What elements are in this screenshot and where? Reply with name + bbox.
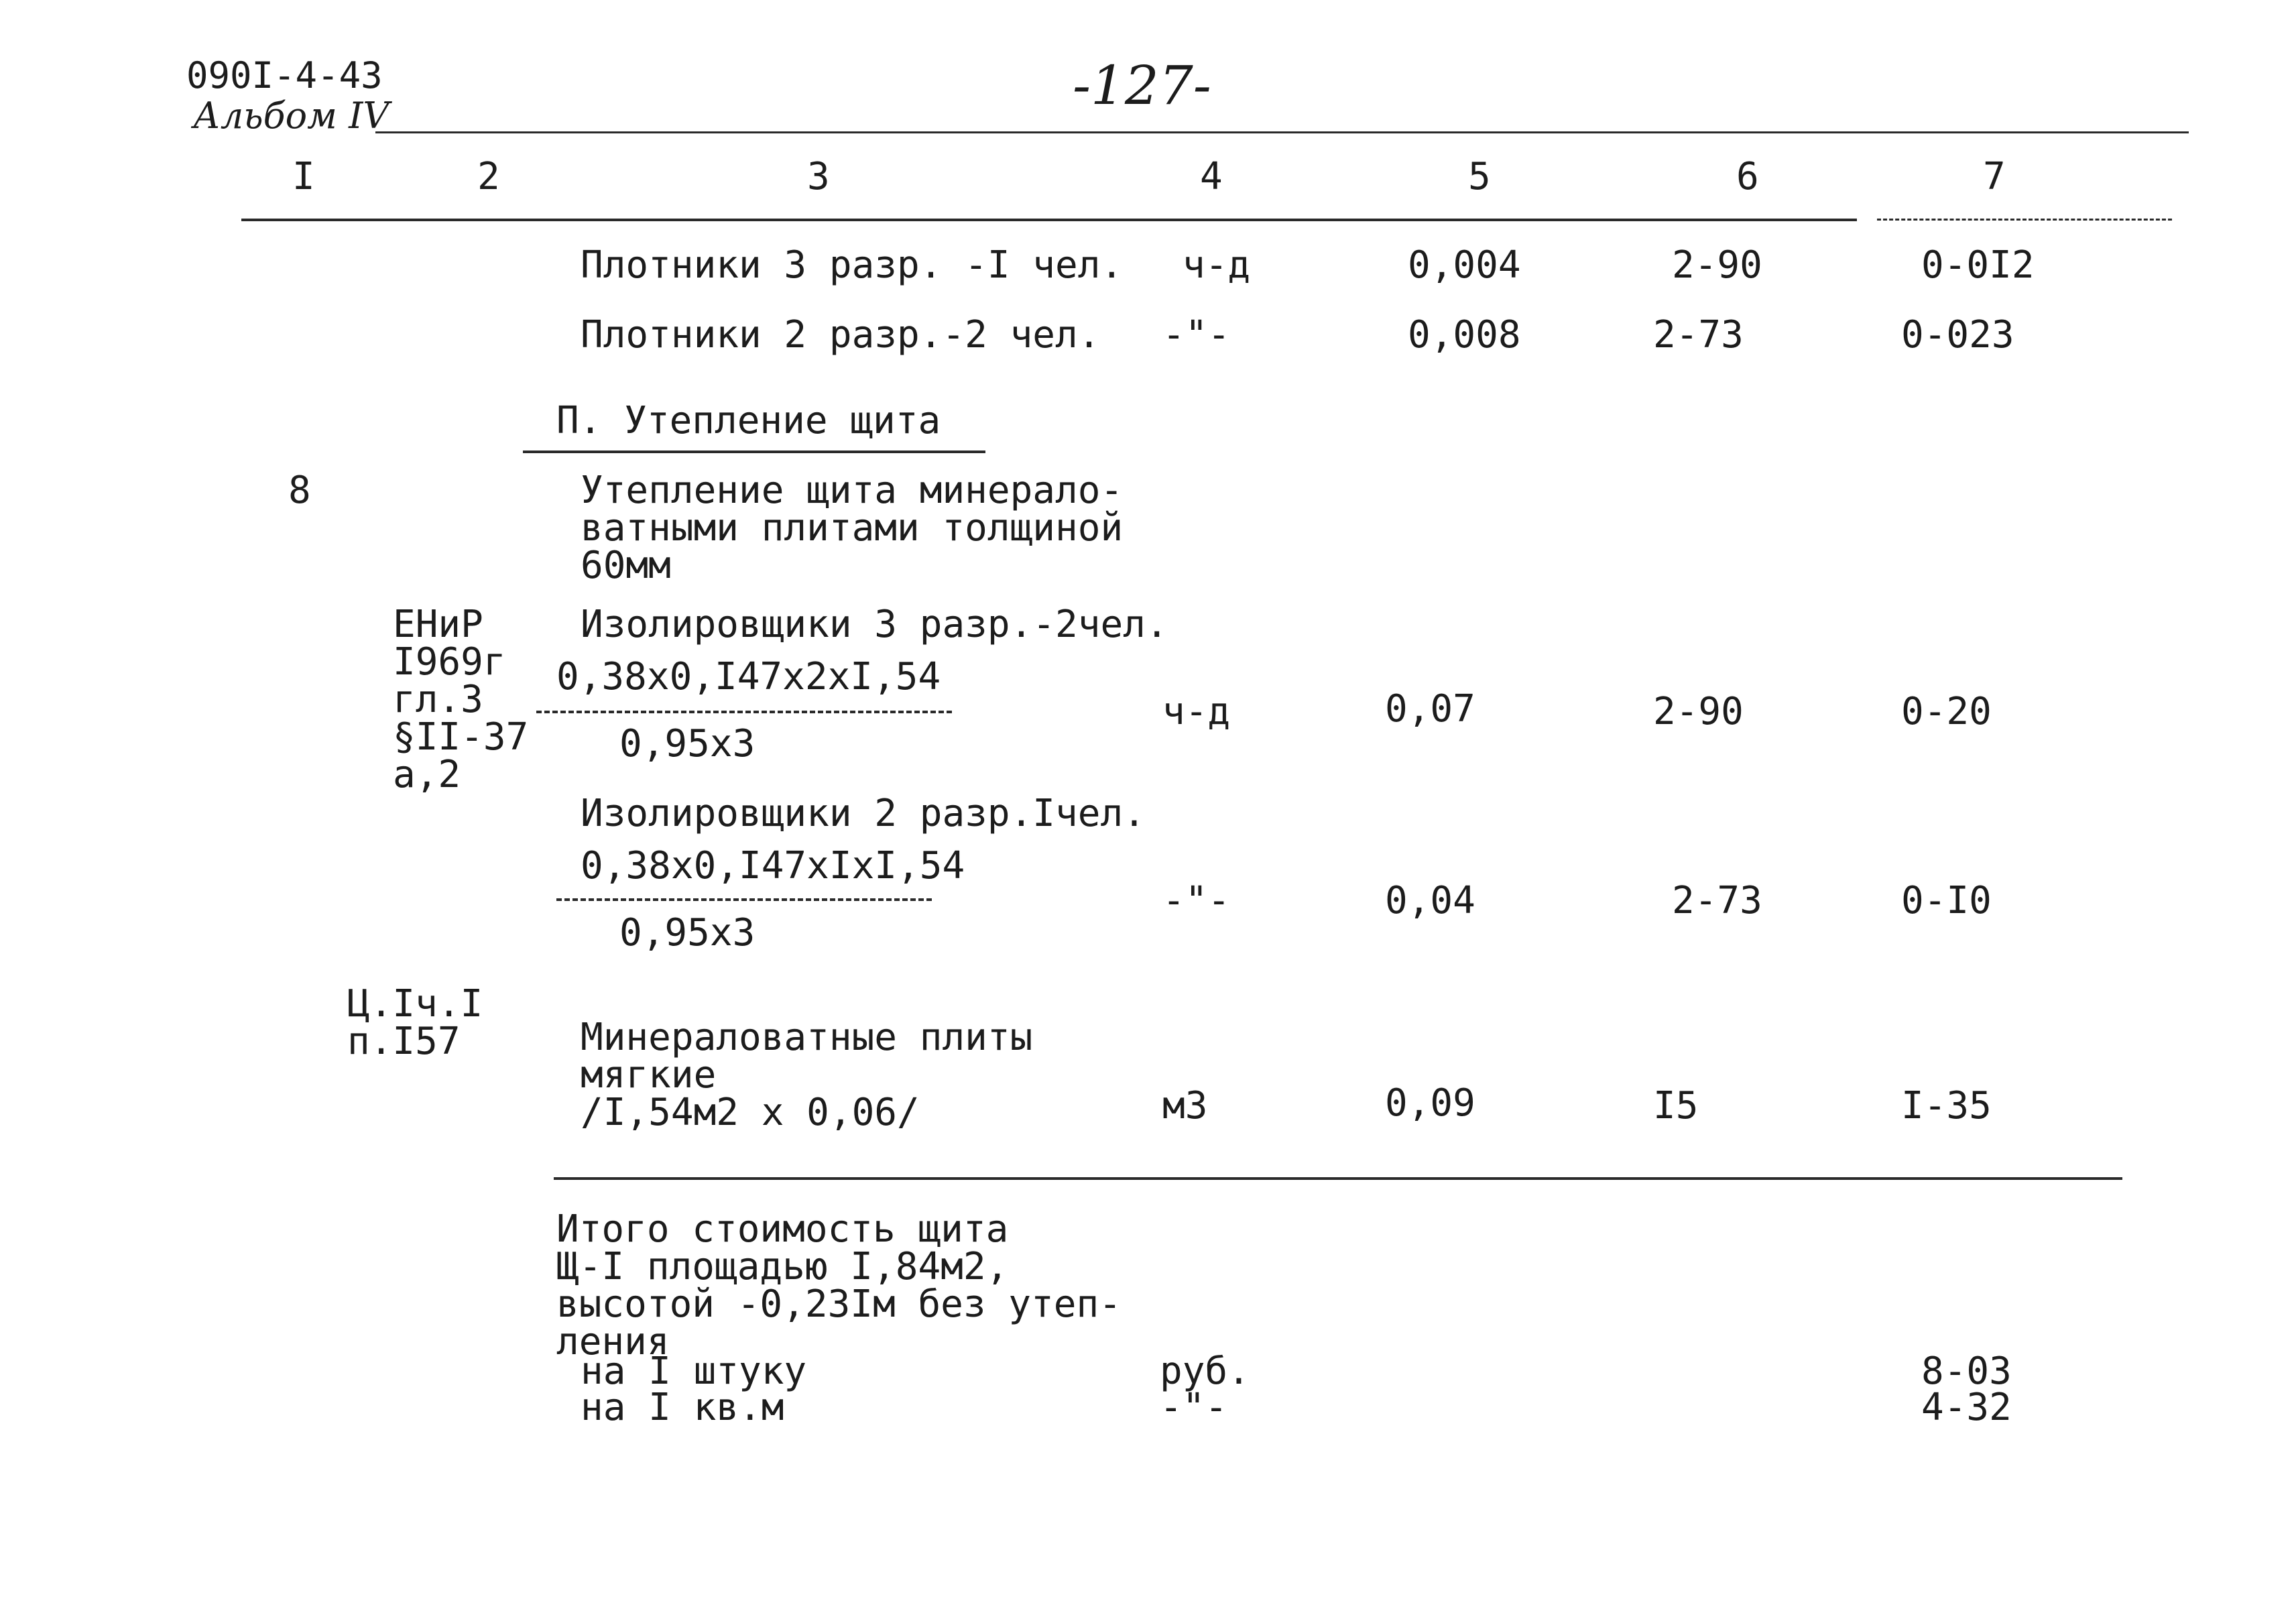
norm-reference-line: Ц.Iч.I <box>347 982 483 1026</box>
norm-reference-line: гл.3 <box>393 678 483 721</box>
row-price: 2-73 <box>1653 313 1744 357</box>
norm-reference-line: I969г <box>393 640 506 684</box>
total-unit: -"- <box>1160 1386 1228 1429</box>
album-label: Альбом IV <box>193 95 389 137</box>
row-quantity: 0,07 <box>1385 687 1475 731</box>
material-description-line: /I,54м2 х 0,06/ <box>581 1091 920 1134</box>
norm-reference-line: п.I57 <box>347 1020 461 1063</box>
row-cost: 0-023 <box>1901 313 2014 357</box>
norm-reference-line: ЕНиР <box>393 603 483 646</box>
total-description-line: Щ-I площадью I,84м2, <box>556 1245 1009 1288</box>
row-price: I5 <box>1653 1084 1699 1128</box>
item-description-line: ватными плитами толщиной <box>581 506 1124 550</box>
row-unit: ч-д <box>1162 690 1231 733</box>
header-top-rule <box>375 131 2189 133</box>
header-bottom-rule-dashed <box>1877 219 2172 221</box>
material-description-line: Минераловатные плиты <box>581 1016 1033 1059</box>
norm-reference-line: а,2 <box>393 753 461 796</box>
total-description-line: высотой -0,23Iм без утеп- <box>556 1282 1122 1326</box>
per-unit-label: на I штуку <box>581 1349 807 1393</box>
document-code: 090I-4-43 <box>186 54 383 97</box>
item-description <box>581 469 1124 587</box>
row-description: Плотники 2 разр.-2 чел. <box>581 313 1101 357</box>
column-header: 7 <box>1983 155 2006 198</box>
formula-numerator: 0,38х0,I47хIхI,54 <box>581 844 965 888</box>
header-bottom-rule <box>241 219 1857 221</box>
total-description <box>556 1207 1122 1364</box>
total-rule <box>554 1177 2122 1180</box>
material-description-line: мягкие <box>581 1053 717 1097</box>
section-title: П. Утепление щита <box>556 399 941 442</box>
row-quantity: 0,04 <box>1385 879 1475 922</box>
row-description: Плотники 3 разр. -I чел. <box>581 243 1124 287</box>
formula-numerator: 0,38х0,I47х2хI,54 <box>556 655 941 699</box>
norm-reference <box>393 603 529 796</box>
formula-denominator: 0,95х3 <box>619 911 756 955</box>
total-description-line: ления <box>556 1320 670 1364</box>
column-header: 4 <box>1200 155 1223 198</box>
worker-description: Изолировщики 3 разр.-2чел. <box>581 603 1168 646</box>
total-cost-per-unit: 8-03 <box>1921 1349 2012 1393</box>
formula-denominator: 0,95х3 <box>619 722 756 766</box>
norm-reference-line: §II-37 <box>393 715 529 759</box>
item-number: 8 <box>288 469 311 512</box>
section-title-underline <box>523 450 985 453</box>
column-header: 5 <box>1468 155 1491 198</box>
column-header: 6 <box>1736 155 1759 198</box>
row-cost: 0-I0 <box>1901 879 1992 922</box>
row-price: 2-90 <box>1653 690 1744 733</box>
page-number: -127- <box>1073 54 1211 117</box>
row-quantity: 0,004 <box>1408 243 1521 287</box>
total-cost-per-sqm: 4-32 <box>1921 1386 2012 1429</box>
worker-description: Изолировщики 2 разр.Iчел. <box>581 792 1146 835</box>
per-sqm-label: на I кв.м <box>581 1386 784 1429</box>
item-description-line: 60мм <box>581 544 671 587</box>
column-header: I <box>292 155 315 198</box>
formula-fraction-line <box>556 898 932 901</box>
column-header: 3 <box>807 155 830 198</box>
row-quantity: 0,09 <box>1385 1081 1475 1125</box>
row-quantity: 0,008 <box>1408 313 1521 357</box>
row-cost: 0-20 <box>1901 690 1992 733</box>
row-unit: -"- <box>1162 313 1231 357</box>
row-price: 2-90 <box>1672 243 1762 287</box>
row-unit: -"- <box>1162 879 1231 922</box>
total-description-line: Итого стоимость щита <box>556 1207 1009 1251</box>
item-description-line: Утепление щита минерало- <box>581 469 1124 512</box>
row-cost: I-35 <box>1901 1084 1992 1128</box>
row-unit: м3 <box>1162 1084 1208 1128</box>
column-header: 2 <box>477 155 500 198</box>
material-description <box>581 1016 1033 1134</box>
norm-reference <box>347 982 483 1063</box>
row-unit: ч-д <box>1183 243 1251 287</box>
formula-fraction-line <box>536 711 952 713</box>
row-cost: 0-0I2 <box>1921 243 2035 287</box>
row-price: 2-73 <box>1672 879 1762 922</box>
total-unit: руб. <box>1160 1349 1250 1393</box>
